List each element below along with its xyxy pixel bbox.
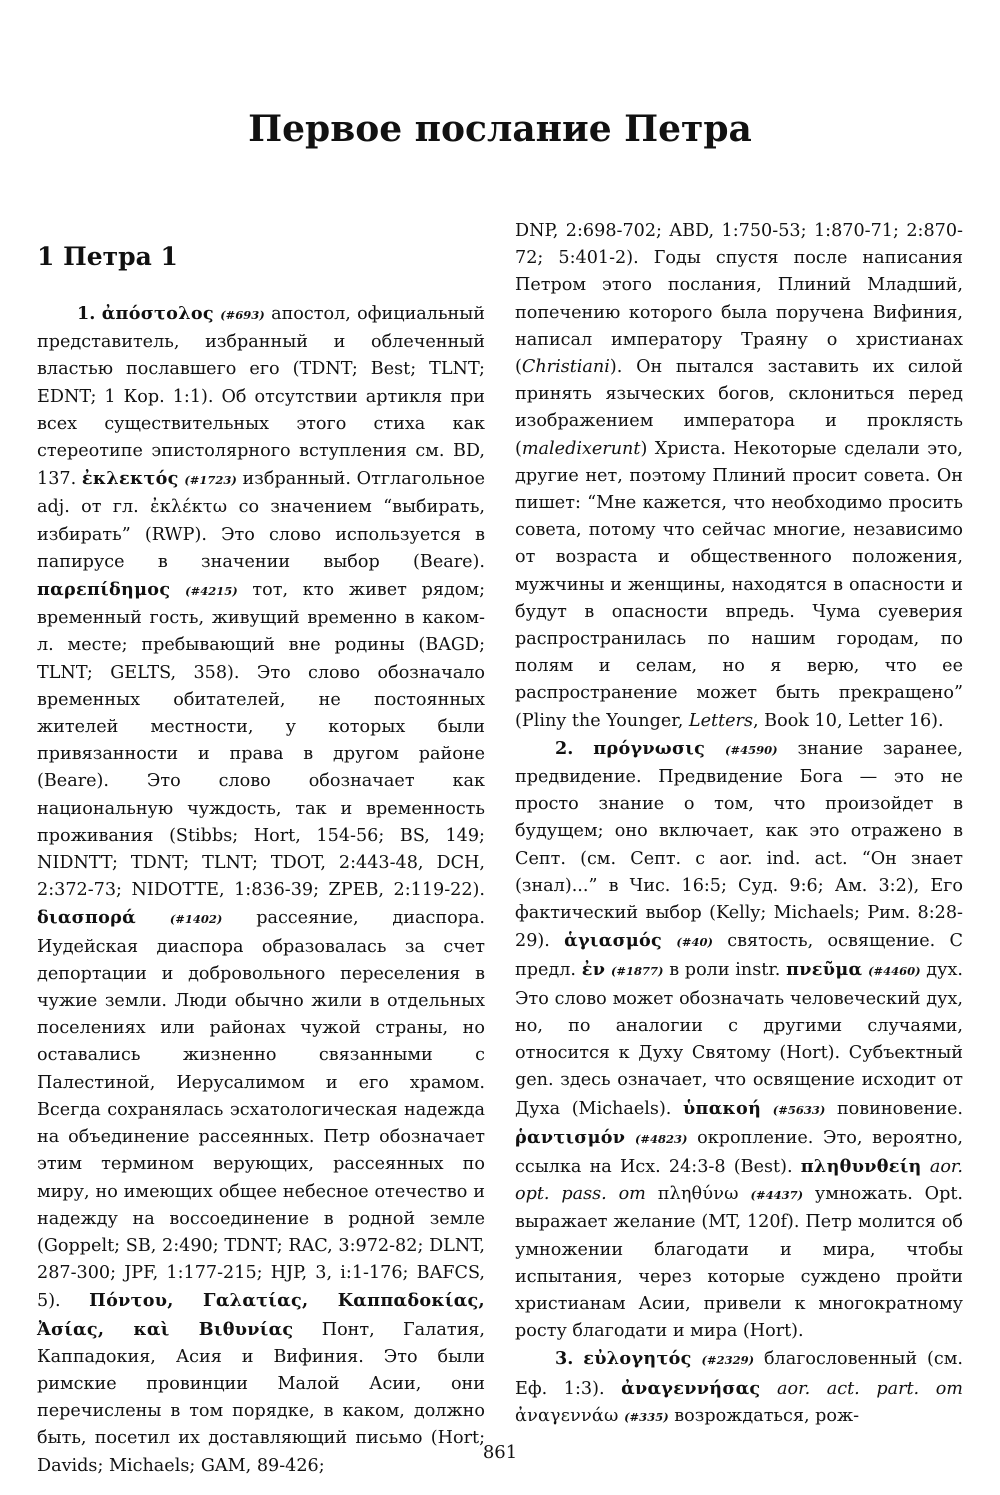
commentary-text: рассеяние, диаспора. Иудейская диаспора образовалась за счет депортации и добровольного переселения в чужие земли. Люди обычно жили в отдельных поселениях или районах чужой страны, но оставались жизненно связанными с Палестиной, Иерусалимом и его храмом. Всегда сохранялась эсхатологическая надежда на объединение рассеянных. Петр обозначает этим термином верующих, рассеянных по миру, но имеющих общее небесное отечество и надежду на воссоединение в родной земле (Goppelt; SB, 2:490; TDNT; RAC, 3:972-82; DLNT, 287-300; JPF, 1:177-215; HJP, 3, i:1-176; BAFCS, 5). xyxy=(37,908,485,1312)
greek-inline: πληθύνω xyxy=(657,1184,739,1205)
commentary-text: знание заранее, предвидение. Предвидение Бога — это не просто знание о том, что произойдет в будущем; оно включает, как это отражено в Септ. (см. Септ. с aor. ind. act. “Он знает (знал)...” в Чис. 16:5; Суд. 9:6; Ам. 3:2), Его фактический выбор (Kelly; Michaels; Рим. 8:28-29). xyxy=(515,738,964,952)
left-column xyxy=(37,218,485,1480)
commentary-text: в роли instr. xyxy=(663,960,787,981)
greek-term: πληθυνθείη xyxy=(800,1155,922,1177)
commentary-text: умножать. Opt. выражает желание (MT, 120f). Петр молится об умножении благодати и мира, чтобы испытания, через которые суждено пройти христианам Асии, привели к многократному росту благодати и мира (Hort). xyxy=(515,1184,964,1342)
latin-term: Christiani xyxy=(521,357,610,378)
greek-term: παρεπίδημος xyxy=(37,579,171,601)
greek-inline: ἀναγεννάω xyxy=(515,1405,619,1426)
right-column xyxy=(515,218,963,1431)
verse-number: 3. xyxy=(555,1348,574,1370)
strong-ref: (#4215) xyxy=(185,584,238,599)
greek-term: Πόντου, Γαλατίας, Καππαδοκίας, Ἀσίας, καὶ Βιθυνίας xyxy=(37,1290,485,1340)
commentary-text: благословенный (см. Еф. 1:3). xyxy=(515,1349,964,1399)
commentary-text: возрождаться, рож- xyxy=(668,1405,860,1426)
grammar-note: aor. opt. pass. от xyxy=(515,1156,963,1205)
verse-1-paragraph xyxy=(37,300,485,1480)
commentary-text: святость, освящение. С предл. xyxy=(515,931,963,981)
strong-ref: (#335) xyxy=(624,1409,669,1424)
greek-term: πρόγνωσις xyxy=(593,737,706,759)
grammar-note: aor. act. part. от xyxy=(760,1378,963,1399)
commentary-text: повиновение. xyxy=(825,1098,963,1119)
chapter-heading: 1 Петра 1 xyxy=(37,242,178,271)
latin-term: maledixerunt xyxy=(521,438,641,459)
strong-ref: (#1402) xyxy=(169,912,223,927)
commentary-text: дух. Это слово может обозначать человеческий дух, но, по аналогии с другими случаями, относится к Духу Святому (Hort). Субъектный gen. здесь означает, что освящение исходит от Духа (Michaels). xyxy=(515,960,964,1119)
strong-ref: (#4437) xyxy=(750,1188,804,1203)
commentary-text: тот, кто живет рядом; временный гость, живущий временно в каком-л. месте; пребывающий вне родины (BAGD; TLNT; GELTS, 358). Это слово обозначало временных обитателей, не постоянных жителей местности, у которых были привязанности и права в другом районе (Beare). Это слово обозначает как национальную чуждость, так и временность проживания (Stibbs; Hort, 154-56; BS, 149; NIDNTT; TDNT; TLNT; TDOT, 2:443-48, DCH, 2:372-73; NIDOTTE, 1:836-39; ZPEB, 2:119-22). xyxy=(37,580,485,901)
greek-term: ἀπόστολος xyxy=(101,303,214,324)
strong-ref: (#1723) xyxy=(184,473,237,488)
strong-ref: (#693) xyxy=(220,308,265,322)
commentary-text: DNP, 2:698-702; ABD, 1:750-53; 1:870-71; 2:870-72; 5:401-2). Годы спустя после написания Петром этого послания, Плиний Младший, попечению которого была поручена Вифиния, написал императору Траяну о христианах ( xyxy=(515,221,963,378)
verse-3-paragraph xyxy=(515,1345,963,1431)
strong-ref: (#4823) xyxy=(634,1131,688,1146)
greek-term: ἀναγεννήσας xyxy=(621,1377,761,1399)
verse-number: 1. xyxy=(77,303,96,324)
greek-term: ἁγιασμός xyxy=(564,930,663,952)
greek-term: ἐν xyxy=(581,959,606,981)
commentary-text: , Book 10, Letter 16). xyxy=(753,710,944,731)
strong-ref: (#4460) xyxy=(868,964,921,979)
greek-term: πνεῦμα xyxy=(786,959,863,981)
greek-term: εὐλογητός xyxy=(583,1348,692,1370)
verse-2-paragraph xyxy=(515,735,963,1345)
commentary-text: апостол, официальный представитель, избранный и облеченный властью пославшего его (TDNT; Best; TLNT; EDNT; 1 Кор. 1:1). Об отсутствии артикля при всех существительных этого стиха как стереотипе эпистолярного вступления см. BD, 137. xyxy=(37,304,485,490)
commentary-text: избранный. Отглагольное adj. от гл. xyxy=(37,469,486,518)
continuation-paragraph xyxy=(515,218,963,735)
greek-term: ῥαντισμόν xyxy=(515,1126,626,1148)
greek-term: ὑπακοή xyxy=(683,1097,762,1119)
commentary-text: окропление. Это, вероятно, ссылка на Исх. 24:3-8 (Best). xyxy=(515,1127,963,1177)
greek-inline: ἐκλέκτω xyxy=(150,497,228,518)
greek-term: ἐκλεκτός xyxy=(81,468,179,490)
commentary-text: со значением “выбирать, избирать” (RWP). Это слово используется в папирусе в значении выбор (Beare). xyxy=(37,497,485,572)
strong-ref: (#40) xyxy=(676,935,713,950)
greek-term: διασπορά xyxy=(37,907,137,929)
strong-ref: (#4590) xyxy=(725,742,778,757)
commentary-text: Понт, Галатия, Каппадокия, Асия и Вифиния. Это были римские провинции Малой Асии, они перечислены в том порядке, в каком, должно быть, посетил их доставляющий письмо (Hort; Davids; Michaels; GAM, 89-426; xyxy=(37,1319,485,1476)
strong-ref: (#1877) xyxy=(610,964,664,979)
page-title: Первое послание Петра xyxy=(248,108,752,150)
commentary-text: ). Он пытался заставить их силой принять языческих богов, склониться перед изображением императора и проклясть ( xyxy=(515,357,963,459)
page-number: 861 xyxy=(482,1442,518,1463)
strong-ref: (#5633) xyxy=(772,1102,826,1117)
verse-number: 2. xyxy=(555,737,574,759)
strong-ref: (#2329) xyxy=(701,1353,755,1368)
commentary-text: ) Христа. Некоторые сделали это, другие нет, поэтому Плиний просит совета. Он пишет: “Мне кажется, что необходимо просить совета, потому что сейчас многие, независимо от возраста и общественного положения, мужчины и женщины, находятся в опасности и будут в опасности впредь. Чума суеверия распространилась по нашим городам, по полям и селам, но я верю, что ее распространение может быть прекращено” (Pliny the Younger, xyxy=(515,438,963,731)
book-title: Letters xyxy=(688,710,753,731)
